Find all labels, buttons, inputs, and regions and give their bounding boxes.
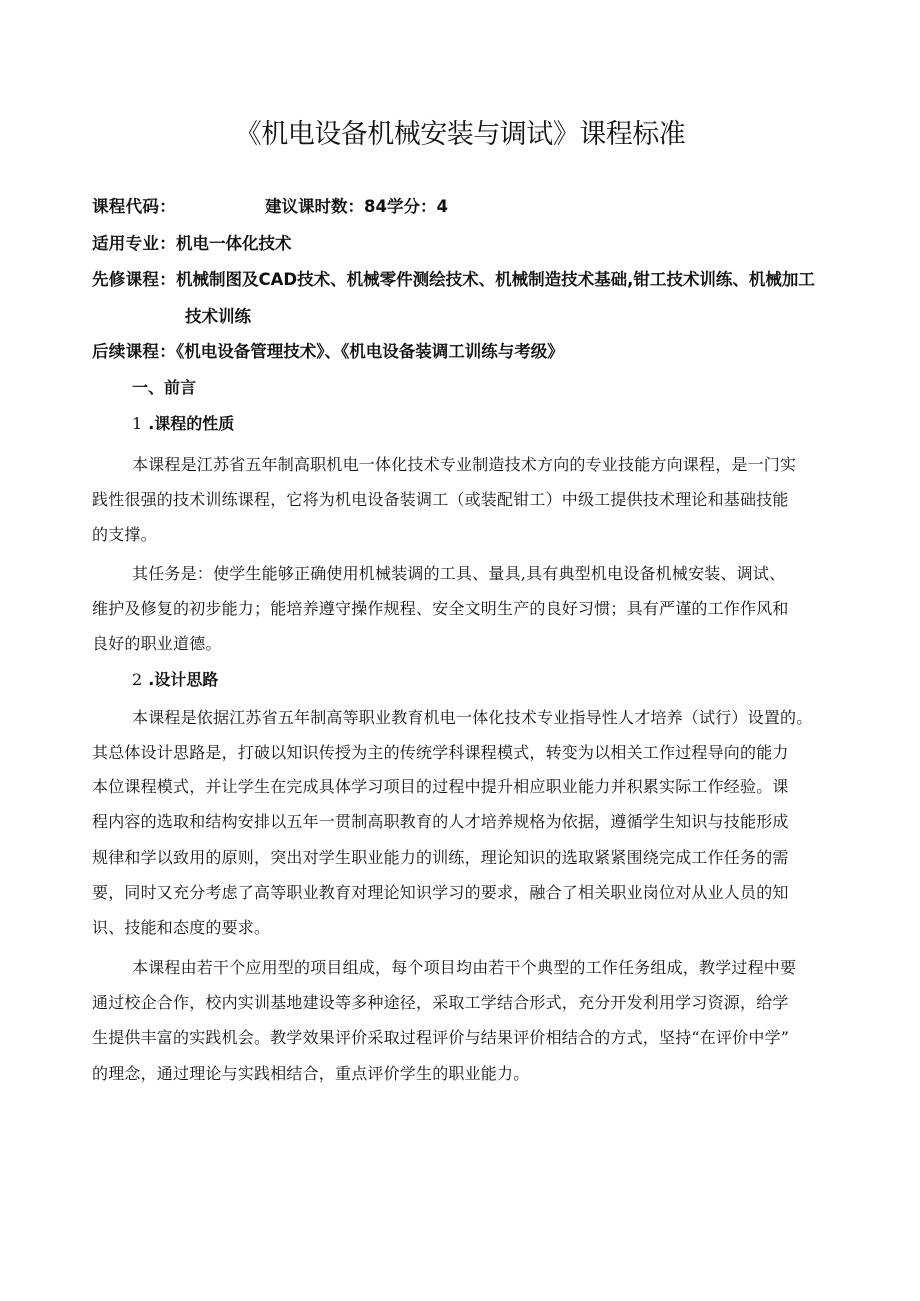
paragraph-line: 规律和学以致用的原则，突出对学生职业能力的训练，理论知识的选取紧紧围绕完成工作任务的需 — [92, 848, 789, 867]
paragraph-line: 生提供丰富的实践机会。教学效果评价采取过程评价与结果评价相结合的方式，坚持“在评价中学” — [92, 1028, 790, 1047]
paragraph-line: 通过校企合作，校内实训基地建设等多种途径，采取工学结合形式，充分开发利用学习资源，给学 — [92, 993, 789, 1012]
paragraph-line: 识、技能和态度的要求。 — [92, 918, 271, 937]
applicable-major-key: 适用专业： — [92, 234, 176, 253]
paragraph-line: 程内容的选取和结构安排以五年一贯制高职教育的人才培养规格为依据，遵循学生知识与技能形成 — [92, 812, 789, 831]
prerequisite-value-line2: 技术训练 — [185, 307, 251, 326]
paragraph-line: 的支撑。 — [92, 525, 157, 544]
paragraph-line: 良好的职业道德。 — [92, 634, 222, 653]
paragraph-line: 践性很强的技术训练课程，它将为机电设备装调工（或装配钳工）中级工提供技术理论和基础技能 — [92, 490, 789, 509]
design-idea-title: .设计思路 — [148, 670, 219, 689]
paragraph-line: 其总体设计思路是，打破以知识传授为主的传统学科课程模式，转变为以相关工作过程导向的能力 — [92, 743, 789, 762]
paragraph-line: 其任务是：使学生能够正确使用机械装调的工具、量具,具有典型机电设备机械安装、调试、 — [132, 564, 786, 583]
course-hours-credits: 建议课时数：84学分：4 — [265, 197, 448, 216]
course-nature-number: 1 — [132, 414, 149, 433]
follow-up-value: 《机电设备管理技术》、《机电设备装调工训练与考级》 — [176, 342, 564, 361]
paragraph-line: 本位课程模式，并让学生在完成具体学习项目的过程中提升相应职业能力并积累实际工作经验。课 — [92, 777, 789, 796]
design-idea-number: 2 — [132, 670, 149, 689]
applicable-major — [92, 233, 292, 255]
course-code-label — [92, 196, 176, 218]
course-nature-heading — [132, 411, 234, 434]
paragraph-line: 要，同时又充分考虑了高等职业教育对理论知识学习的要求，融合了相关职业岗位对从业人员的知 — [92, 883, 789, 902]
design-idea-heading — [132, 667, 218, 690]
paragraph-line: 本课程是江苏省五年制高职机电一体化技术专业制造技术方向的专业技能方向课程，是一门实 — [132, 455, 797, 474]
course-nature-title: .课程的性质 — [148, 414, 235, 433]
applicable-major-value: 机电一体化技术 — [176, 234, 292, 253]
prerequisite-value-line1: 机械制图及CAD技术、机械零件测绘技术、机械制造技术基础,钳工技术训练、机械加工 — [176, 270, 815, 289]
follow-up-courses — [92, 341, 564, 363]
course-code-key: 课程代码： — [92, 197, 176, 216]
follow-up-key: 后续课程： — [92, 342, 176, 361]
prerequisite-key: 先修课程： — [92, 270, 176, 289]
document-title: 《机电设备机械安装与调试》课程标准 — [234, 119, 686, 150]
paragraph-line: 维护及修复的初步能力；能培养遵守操作规程、安全文明生产的良好习惯；具有严谨的工作作风和 — [92, 599, 789, 618]
paragraph-line: 本课程由若干个应用型的项目组成，每个项目均由若干个典型的工作任务组成，教学过程中要 — [132, 958, 797, 977]
prerequisite-courses — [92, 269, 815, 291]
paragraph-line: 本课程是依据江苏省五年制高等职业教育机电一体化技术专业指导性人才培养（试行）设置的。 — [132, 708, 813, 727]
paragraph-line: 的理念，通过理论与实践相结合，重点评价学生的职业能力。 — [92, 1064, 530, 1083]
preface-heading: 一、前言 — [132, 378, 197, 397]
